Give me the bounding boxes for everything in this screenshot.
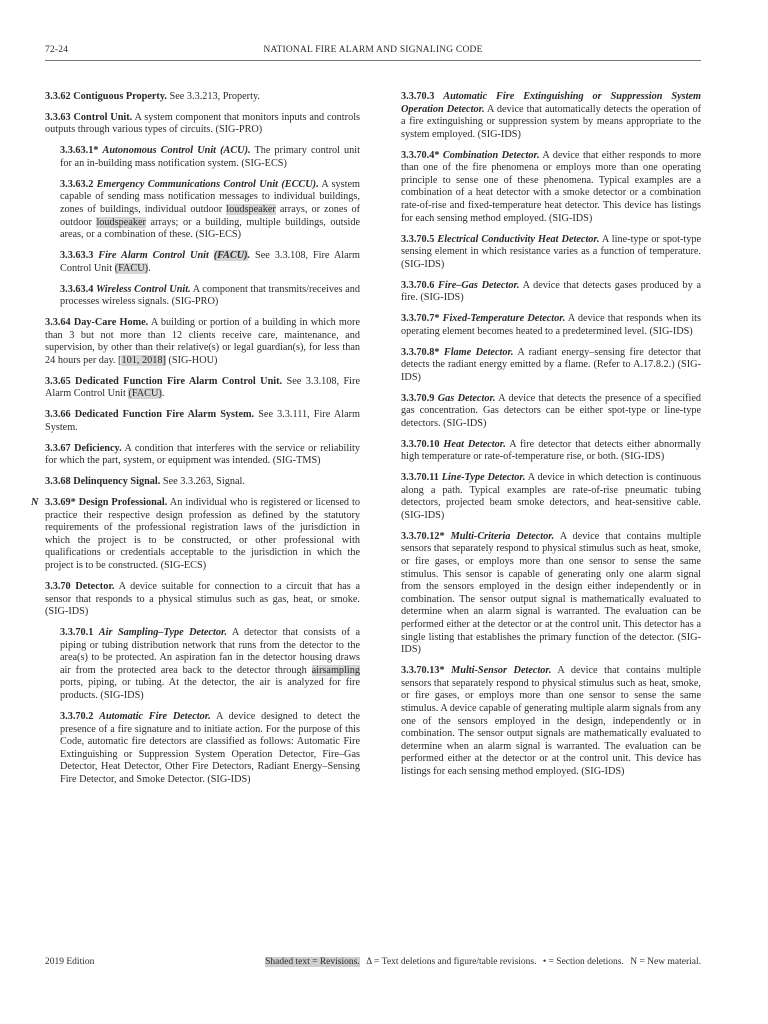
defined-term: Control Unit. — [73, 111, 133, 123]
new-material-marker: N — [31, 497, 39, 509]
definition-entry — [45, 443, 360, 468]
definition-text: A condition that interferes with the service or reliability for which the part, system, or equipment was intended. (SIG-TMS) — [45, 442, 361, 467]
section-number: 3.3.67 — [45, 442, 71, 454]
edition-label: 2019 Edition — [45, 957, 95, 967]
section-number: 3.3.70.5 — [401, 233, 435, 245]
definition-entry — [386, 393, 701, 431]
section-number: 3.3.64 — [45, 317, 71, 329]
defined-term: Gas Detector. — [437, 392, 496, 404]
defined-term: Multi-Criteria Detector. — [450, 530, 555, 542]
definition-entry — [45, 91, 360, 104]
defined-term: Day-Care Home. — [73, 317, 149, 329]
section-number: 3.3.63.1* — [60, 145, 99, 157]
definition-entry — [45, 581, 360, 619]
definition-text: An individual who is registered or licensed to practice their respective design profession as defined by the statutory requirements of the professional registration laws of the jurisdiction in which the project is to be constructed, or other professional with qualifications or credentials acceptable to the jurisdiction in which the project is to be constructed. (SIG-ECS) — [45, 497, 361, 572]
definition-entry — [386, 347, 701, 385]
definition-entry — [45, 250, 360, 275]
right-column — [386, 91, 701, 787]
defined-term: Emergency Communications Control Unit (ECCU). — [96, 178, 319, 190]
section-number: 3.3.70.6 — [401, 279, 435, 291]
defined-term: Automatic Fire Extinguishing or Suppression System Operation Detector. — [401, 91, 701, 115]
definition-text: The primary control unit for an in-building mass notification system. (SIG-ECS) — [60, 145, 360, 169]
running-title: NATIONAL FIRE ALARM AND SIGNALING CODE — [263, 45, 483, 55]
definition-text: See 3.3.111, Fire Alarm System. — [45, 409, 361, 433]
definition-text: A device suitable for connection to a circuit that has a sensor that responds to a physical stimulus such as gas, heat, or smoke. (SIG-IDS) — [45, 580, 361, 618]
definition-entry — [45, 476, 360, 489]
definition-text: A device that automatically detects the operation of a fire extinguishing or suppression system by means appropriate to the system employed. (SIG-IDS) — [401, 103, 701, 140]
defined-term: Fire Alarm Control Unit (FACU). — [98, 250, 251, 262]
section-number: 3.3.70.3 — [401, 91, 435, 102]
section-number: 3.3.70.10 — [401, 438, 440, 450]
definition-entry — [45, 711, 360, 787]
definition-entry — [45, 376, 360, 401]
definition-text: See 3.3.108, Fire Alarm Control Unit (FACU). — [45, 375, 360, 400]
section-number: 3.3.69* — [45, 497, 76, 509]
definition-entry — [386, 313, 701, 338]
section-number: 3.3.70.2 — [60, 710, 94, 722]
defined-term: Fixed-Temperature Detector. — [442, 313, 566, 325]
definition-entry — [386, 665, 701, 778]
left-column — [31, 91, 361, 795]
definition-text: See 3.3.213, Property. — [169, 91, 260, 102]
page-header — [45, 44, 701, 61]
legend-shaded: Shaded text = Revisions. — [265, 957, 360, 967]
legend-bullet: • = Section deletions. — [542, 957, 624, 967]
definition-text: A device in which detection is continuous along a path. Typical examples are rate-of-rise pneumatic tubing detectors, projected beam smoke detectors, and heat-sensitive cable. (SIG-IDS) — [401, 472, 702, 521]
definition-entry — [386, 472, 701, 522]
section-number: 3.3.63.2 — [60, 178, 94, 190]
defined-term: Contiguous Property. — [73, 91, 167, 102]
section-number: 3.3.70.9 — [401, 392, 435, 404]
section-number: 3.3.66 — [45, 409, 71, 421]
defined-term: Automatic Fire Detector. — [99, 710, 211, 722]
defined-term: Detector. — [75, 580, 115, 592]
section-number: 3.3.63.4 — [60, 283, 94, 295]
definition-entry — [386, 531, 701, 657]
defined-term: Heat Detector. — [443, 438, 506, 450]
section-number: 3.3.70.11 — [401, 472, 439, 484]
definition-text: A detector that consists of a piping or tubing distribution network that runs from the detector to the area(s) to be protected. An aspiration fan in the detector housing draws air from the protected area back to the detector through airsampling ports, piping, or tubing. At the detector, the air is analyzed for fire products. (SIG-IDS) — [60, 627, 361, 702]
definition-text: A component that transmits/receives and processes wireless signals. (SIG-PRO) — [60, 283, 360, 308]
legend-delta: Δ = Text deletions and figure/table revisions. — [366, 957, 537, 967]
defined-term: Dedicated Function Fire Alarm System. — [74, 409, 255, 421]
definition-entry — [386, 439, 701, 464]
section-number: 3.3.62 — [45, 91, 71, 102]
definition-entry — [45, 409, 360, 434]
section-number: 3.3.63.3 — [60, 250, 94, 262]
defined-term: Electrical Conductivity Heat Detector. — [437, 233, 600, 245]
section-number: 3.3.70.7* — [401, 313, 440, 325]
definition-entry — [45, 179, 360, 242]
definition-entry — [386, 150, 701, 226]
section-number: 3.3.70.8* — [401, 346, 440, 358]
definition-text: A device that contains multiple sensors that separately respond to physical stimulus such as heat, smoke, or fire gases, or employs more than one sensor to sense the same stimulus. A device capable of generating multiple alarm signals from any one of the sensors employed in the design, independently or in combination. The sensor output signals are mathematically evaluated to determine when an alarm signal is warranted. The evaluation can be performed either at the detector or at the control unit. This device has listings for each sensing method employed. (SIG-IDS) — [401, 665, 701, 777]
defined-term: Air Sampling–Type Detector. — [98, 627, 227, 639]
defined-term: Flame Detector. — [443, 346, 514, 358]
section-number: 3.3.70.1 — [60, 627, 94, 639]
defined-term: Dedicated Function Fire Alarm Control Unit. — [75, 375, 283, 387]
definition-entry — [45, 627, 360, 703]
definition-entry — [31, 497, 361, 573]
defined-term: Combination Detector. — [442, 149, 540, 161]
definition-text: A fire detector that detects either abnormally high temperature or rate-of-temperature rise, or both. (SIG-IDS) — [401, 438, 701, 463]
definition-entry — [45, 145, 360, 170]
legend-new: N = New material. — [630, 957, 701, 967]
section-number: 3.3.65 — [45, 375, 71, 387]
section-number: 3.3.63 — [45, 111, 71, 123]
defined-term: Line-Type Detector. — [441, 472, 526, 484]
page-number: 72-24 — [45, 45, 69, 55]
definition-text: A radiant energy–sensing fire detector that detects the radiant energy emitted by a flame. (Refer to A.17.8.2.) (SIG-IDS) — [401, 346, 701, 383]
section-number: 3.3.70.4* — [401, 149, 440, 161]
section-number: 3.3.70.13* — [401, 665, 445, 677]
defined-term: Fire–Gas Detector. — [438, 279, 520, 291]
definition-text: A device that detects the presence of a specified gas concentration. Gas detectors can be either spot-type or line-type detectors. (SIG-IDS) — [401, 392, 702, 429]
revision-legend — [261, 957, 701, 967]
definition-text: A device designed to detect the presence of a fire signature and to initiate action. For the purpose of this Code, automatic fire detectors are classified as follows: Automatic Fire Extinguishing or Suppression System Operation Detector, Fire–Gas Detector, Heat Detector, Other Fire Detectors, Radiant Energy–Sensing Fire Detector, and Smoke Detector. (SIG-IDS) — [60, 710, 361, 785]
definition-text: A line-type or spot-type sensing element in which resistance varies as a function of temperature. (SIG-IDS) — [401, 233, 702, 270]
definition-text: A system capable of sending mass notification messages to individual buildings, zones of buildings, individual outdoor loudspeaker arrays, or zones of outdoor loudspeaker arrays; or a building, multiple buildings, outside areas, or a combination of these. (SIG-ECS) — [60, 178, 361, 241]
definition-text: A device that either responds to more than one of the fire phenomena or employs more than one operating principle to sense one of these phenomena. Typical examples are a combination of a heat detector with a smoke detector or a combination rate-of-rise and fixed-temperature heat detector. This device has listings for each sensing method employed. (SIG-IDS) — [401, 149, 702, 224]
definition-text: See 3.3.108, Fire Alarm Control Unit (FACU). — [60, 250, 361, 274]
definition-text: A building or portion of a building in which more than 3 but not more than 12 clients receive care, maintenance, and supervision, by other than their relative(s) or legal guardian(s), for less than 24 hours per day. [101, 2018] (SIG-HOU) — [45, 317, 360, 366]
definition-text: A device that contains multiple sensors that separately respond to physical stimulus such as heat, smoke, or fire gases, or employs more than one sensor to sense the same stimulus. This sensor is capable of generating only one alarm signal from the sensors employed in the design either independently or in combination. The sensor output signal is mathematically evaluated to determine when an alarm signal is warranted. The evaluation can be performed either at the detector or at the control unit. This detector has a single listing that establishes the primary function of the detector. (SIG-IDS) — [401, 530, 702, 656]
definition-entry — [386, 234, 701, 272]
defined-term: Multi-Sensor Detector. — [451, 665, 552, 677]
defined-term: Autonomous Control Unit (ACU). — [102, 145, 251, 157]
defined-term: Wireless Control Unit. — [95, 283, 191, 295]
definition-entry — [45, 317, 360, 367]
defined-term: Design Professional. — [78, 497, 168, 509]
definition-text: See 3.3.263, Signal. — [162, 476, 245, 488]
definition-text: A device that detects gases produced by a fire. (SIG-IDS) — [401, 279, 701, 304]
defined-term: Delinquency Signal. — [73, 476, 161, 488]
defined-term: Deficiency. — [74, 442, 122, 454]
definition-text: A system component that monitors inputs and controls outputs through various types of circuits. (SIG-PRO) — [45, 111, 361, 136]
section-number: 3.3.70.12* — [401, 530, 445, 542]
definition-entry — [45, 112, 360, 137]
definition-text: A device that responds when its operating element becomes heated to a predetermined level. (SIG-IDS) — [401, 313, 702, 337]
section-number: 3.3.68 — [45, 476, 71, 488]
definition-entry — [45, 284, 360, 309]
definition-entry — [386, 280, 701, 305]
definition-entry — [386, 91, 701, 141]
section-number: 3.3.70 — [45, 580, 71, 592]
